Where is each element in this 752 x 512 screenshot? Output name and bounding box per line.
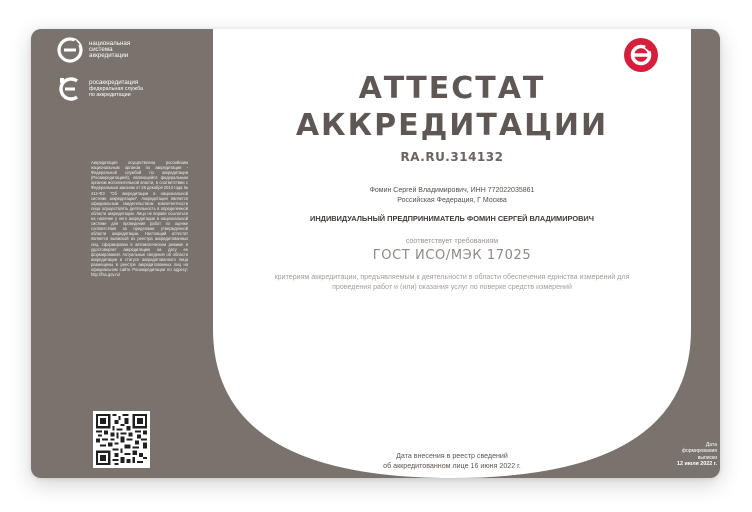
org1-name-line: национальная [89,40,131,47]
certificate-number: RA.RU.314132 [400,150,504,164]
rosakkreditatsiya-logo [57,76,143,102]
national-accreditation-system-logo [57,37,130,63]
org1-name-line: система [89,46,113,53]
national-accreditation-logo-text [89,41,130,59]
org2-name-line: росаккредитация [89,79,139,86]
form-date-label: выписки [697,454,717,461]
rosakkreditatsiya-logo-icon [57,76,83,102]
holder-info [213,186,691,206]
registry-line: об аккредитованном лице 16 июня 2022 г. [383,462,521,470]
holder-info-line: Фомин Сергей Владимирович, ИНН 772022035861 [369,187,535,194]
extract-formation-date [629,442,717,468]
form-date-value: 12 июля 2022 г. [676,461,717,468]
standard-name: ГОСТ ИСО/МЭК 17025 [372,248,532,263]
org1-name-line: аккредитации [89,52,129,59]
certificate-title-line1: АТТЕСТАТ [358,71,546,106]
registry-line: Дата внесения в реестр сведений [396,452,508,460]
qr-code-icon[interactable] [93,411,150,468]
accreditation-a-logo-icon [623,37,659,73]
form-date-label: Дата [705,442,717,448]
holder-name: ИНДИВИДУАЛЬНЫЙ ПРЕДПРИНИМАТЕЛЬ ФОМИН СЕРГЕЙ ВЛАДИМИРОВИЧ [310,214,594,223]
rosakkreditatsiya-logo-text [89,80,143,98]
national-accreditation-logo-icon [57,37,83,63]
registry-date [213,451,691,471]
holder-info-line: Российская Федерация, Г Москва [397,197,507,204]
certificate-title-line2: АККРЕДИТАЦИИ [295,108,609,143]
criteria-line: проведения работ и (или) оказания услуг по поверке средств измерений [332,283,572,291]
org2-name-line: по аккредитации [89,92,131,98]
conforms-label: соответствует требованиям [405,236,499,245]
org2-name-line: федеральная служба [89,86,144,92]
accreditation-criteria [253,272,651,292]
form-date-label: формирования [681,448,717,455]
criteria-line: критериям аккредитации, предъявляемым к деятельности в области обеспечения единства измерений для [274,273,630,281]
legal-notice-text: Аккредитация осуществлена российским национальным органом по аккредитации - Федеральной службой по аккредитации (Росаккредитацией), являющейся федеральным органом исполнительной власти, в соответствии с Федеральным законом от 28 декабря 2013 года № 412-ФЗ "Об аккредитации в национальной системе аккредитации". Аккредитация является официальным свидетельством компетентности лица осуществлять деятельность в определенной области аккредитации. Лицо не вправе ссылаться на наличие у него аккредитации в национальной системе для проведения работ по оценке соответствия за пределами утвержденной области аккредитации. Настоящий аттестат является выпиской из реестра аккредитованных лиц, сформирован в автоматическом режиме и удостоверяет аккредитацию на дату ее формирования. Актуальные сведения об области аккредитации и статусе аккредитованного лица размещены в реестре аккредитованных лиц на официальном сайте Росаккредитации по адресу: http://fsa.gov.ru/ [91,160,190,278]
accreditation-certificate-card [31,29,720,478]
